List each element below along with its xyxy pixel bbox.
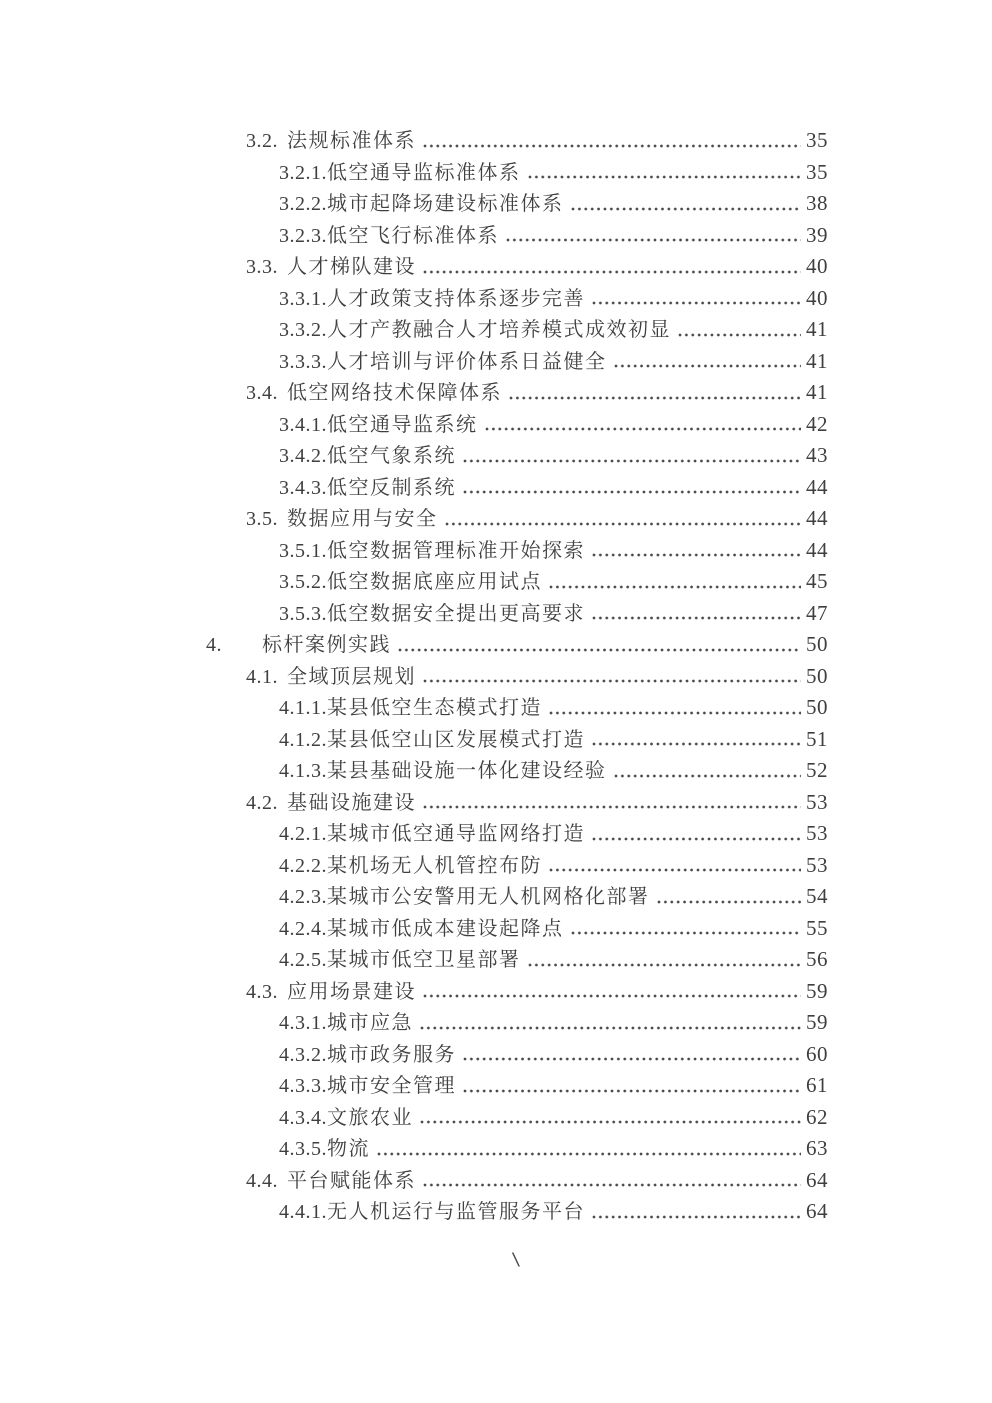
dot-leader [571, 206, 802, 212]
toc-entry-page-number: 44 [806, 474, 828, 499]
toc-entry-number: 4. [206, 634, 222, 656]
toc-entry[interactable] [206, 1164, 828, 1196]
toc-entry[interactable] [206, 282, 828, 314]
toc-entry-title: 低空飞行标准体系 [327, 224, 499, 247]
toc-entry[interactable] [206, 597, 828, 629]
toc-entry-page-number: 40 [806, 254, 828, 278]
dot-leader [509, 395, 801, 401]
dot-leader [657, 899, 802, 905]
dot-leader [485, 426, 802, 432]
toc-entry-number: 3.2.3. [279, 224, 327, 247]
toc-entry-title: 文旅农业 [327, 1106, 413, 1129]
toc-entry-title: 某城市低成本建设起降点 [327, 917, 564, 940]
toc-entry-number: 4.3.3. [279, 1075, 327, 1097]
toc-entry-title: 人才政策支持体系逐步完善 [327, 287, 585, 310]
toc-entry-page-number: 35 [806, 159, 828, 184]
toc-entry[interactable] [206, 376, 828, 408]
toc-entry-title: 某县低空生态模式打造 [327, 697, 542, 719]
toc-entry[interactable] [206, 943, 828, 975]
toc-entry-number: 4.2.5. [279, 949, 327, 971]
toc-entry[interactable] [206, 1132, 828, 1164]
toc-entry-title: 低空通导监系统 [327, 413, 478, 436]
toc-entry-title: 人才梯队建设 [287, 256, 416, 278]
toc-entry[interactable] [206, 534, 828, 566]
toc-entry-number: 4.2. [246, 791, 278, 814]
toc-entry-title: 低空通导监标准体系 [327, 161, 521, 184]
toc-entry-page-number: 41 [806, 317, 828, 341]
toc-entry-number: 3.5.2. [279, 571, 327, 593]
dot-leader [445, 521, 802, 527]
toc-entry[interactable] [206, 1195, 828, 1227]
dot-leader [506, 237, 801, 243]
dot-leader [592, 552, 801, 558]
toc-entry[interactable] [206, 408, 828, 440]
dot-leader [423, 804, 801, 810]
dot-leader [377, 1151, 801, 1157]
toc-entry-number: 4.3.2. [279, 1043, 327, 1066]
toc-entry-title: 数据应用与安全 [287, 508, 438, 530]
toc-entry-page-number: 53 [806, 852, 828, 877]
dot-leader [463, 489, 801, 495]
dot-leader [423, 1182, 801, 1188]
toc-entry-number: 3.3.2. [279, 319, 327, 341]
dot-leader [420, 1119, 801, 1125]
dot-leader [463, 1088, 801, 1094]
toc-entry-page-number: 39 [806, 222, 828, 247]
toc-entry-number: 3.4. [246, 382, 278, 404]
toc-entry[interactable] [206, 880, 828, 912]
toc-entry-title: 人才培训与评价体系日益健全 [327, 350, 607, 373]
toc-entry-number: 3.3. [246, 256, 278, 278]
page-footer-mark: \ [511, 1250, 522, 1270]
toc-entry-number: 4.3.1. [279, 1012, 327, 1034]
toc-entry-page-number: 38 [806, 191, 828, 215]
toc-entry-title: 无人机运行与监管服务平台 [327, 1201, 585, 1223]
dot-leader [423, 143, 801, 149]
toc-entry[interactable] [206, 219, 828, 251]
dot-leader [549, 710, 801, 716]
toc-entry-title: 全域顶层规划 [287, 665, 416, 688]
toc-entry[interactable] [206, 660, 828, 692]
dot-leader [592, 615, 801, 621]
toc-entry[interactable] [206, 313, 828, 345]
toc-entry-page-number: 50 [806, 632, 828, 656]
toc-entry-number: 4.2.4. [279, 917, 327, 940]
toc-entry[interactable] [206, 1006, 828, 1038]
dot-leader [463, 458, 801, 464]
toc-entry-number: 4.4.1. [279, 1201, 327, 1223]
toc-entry-title: 某城市低空通导监网络打造 [327, 823, 585, 845]
toc-entry-number: 3.3.1. [279, 287, 327, 310]
toc-entry-title: 城市应急 [327, 1012, 413, 1034]
toc-entry-number: 4.3. [246, 980, 278, 1003]
toc-entry-page-number: 51 [806, 726, 828, 751]
toc-entry-page-number: 59 [806, 978, 828, 1003]
toc-entry-title: 某城市公安警用无人机网格化部署 [327, 886, 650, 908]
dot-leader [423, 269, 801, 275]
toc-entry[interactable] [206, 628, 828, 660]
toc-entry-title: 城市起降场建设标准体系 [327, 193, 564, 215]
toc-entry-title: 城市安全管理 [327, 1075, 456, 1097]
toc-entry-number: 4.3.5. [279, 1138, 327, 1160]
toc-entry-number: 4.2.2. [279, 854, 327, 877]
dot-leader [528, 174, 802, 180]
dot-leader [592, 741, 801, 747]
toc-entry-page-number: 43 [806, 443, 828, 467]
toc-entry-page-number: 54 [806, 884, 828, 908]
toc-entry-number: 3.4.1. [279, 413, 327, 436]
toc-entry[interactable] [206, 1038, 828, 1070]
toc-entry[interactable] [206, 817, 828, 849]
toc-entry-title: 人才产教融合人才培养模式成效初显 [327, 319, 671, 341]
toc-entry-title: 平台赋能体系 [287, 1169, 416, 1192]
toc-entry-number: 4.1. [246, 665, 278, 688]
toc-entry[interactable] [206, 786, 828, 818]
toc-entry-number: 3.4.3. [279, 476, 327, 499]
dot-leader [549, 584, 801, 590]
toc-entry-page-number: 50 [806, 663, 828, 688]
toc-entry[interactable] [206, 565, 828, 597]
toc-entry-title: 某县低空山区发展模式打造 [327, 728, 585, 751]
toc-entry-page-number: 55 [806, 915, 828, 940]
toc-entry-title: 低空气象系统 [327, 445, 456, 467]
toc-entry[interactable] [206, 156, 828, 188]
toc-entry[interactable] [206, 502, 828, 534]
toc-entry-title: 应用场景建设 [287, 980, 416, 1003]
dot-leader [423, 678, 801, 684]
toc-entry-title: 低空数据底座应用试点 [327, 571, 542, 593]
toc-entry-page-number: 42 [806, 411, 828, 436]
toc-entry[interactable] [206, 849, 828, 881]
toc-entry-number: 4.4. [246, 1169, 278, 1192]
toc-entry[interactable] [206, 124, 828, 156]
dot-leader [398, 647, 801, 653]
toc-entry-number: 4.1.2. [279, 728, 327, 751]
dot-leader [528, 962, 802, 968]
toc-entry-page-number: 53 [806, 789, 828, 814]
toc-entry-number: 3.5.1. [279, 539, 327, 562]
dot-leader [592, 300, 801, 306]
toc-entry[interactable] [206, 912, 828, 944]
toc-entry-page-number: 44 [806, 506, 828, 530]
dot-leader [678, 332, 801, 338]
table-of-contents [206, 124, 828, 1227]
dot-leader [463, 1056, 801, 1062]
toc-entry-title: 低空数据安全提出更高要求 [327, 602, 585, 625]
toc-entry-page-number: 50 [806, 695, 828, 719]
toc-entry[interactable] [206, 1101, 828, 1133]
toc-entry[interactable] [206, 691, 828, 723]
toc-entry-title: 某城市低空卫星部署 [327, 949, 521, 971]
toc-entry[interactable] [206, 975, 828, 1007]
toc-entry-number: 3.3.3. [279, 350, 327, 373]
toc-entry-title: 物流 [327, 1138, 370, 1160]
toc-entry-number: 4.2.3. [279, 886, 327, 908]
toc-entry-page-number: 56 [806, 947, 828, 971]
toc-entry-page-number: 53 [806, 821, 828, 845]
toc-entry-number: 3.4.2. [279, 445, 327, 467]
dot-leader [614, 773, 802, 779]
dot-leader [592, 836, 801, 842]
dot-leader [571, 930, 802, 936]
toc-entry-page-number: 47 [806, 600, 828, 625]
dot-leader [549, 867, 801, 873]
toc-entry[interactable] [206, 250, 828, 282]
toc-entry-title: 标杆案例实践 [262, 634, 391, 656]
dot-leader [592, 1214, 801, 1220]
toc-entry-page-number: 60 [806, 1041, 828, 1066]
toc-entry[interactable] [206, 1069, 828, 1101]
toc-entry-number: 3.2.1. [279, 161, 327, 184]
toc-entry-page-number: 52 [806, 758, 828, 782]
toc-entry-number: 3.2. [246, 130, 278, 152]
toc-entry-page-number: 61 [806, 1073, 828, 1097]
toc-entry[interactable] [206, 723, 828, 755]
toc-entry-page-number: 40 [806, 285, 828, 310]
toc-entry-page-number: 45 [806, 569, 828, 593]
toc-entry-page-number: 62 [806, 1104, 828, 1129]
toc-entry[interactable] [206, 345, 828, 377]
toc-entry[interactable] [206, 754, 828, 786]
toc-entry-title: 基础设施建设 [287, 791, 416, 814]
toc-entry-page-number: 41 [806, 380, 828, 404]
toc-entry-number: 3.5.3. [279, 602, 327, 625]
toc-entry-page-number: 35 [806, 128, 828, 152]
toc-entry-title: 低空网络技术保障体系 [287, 382, 502, 404]
toc-entry-page-number: 63 [806, 1136, 828, 1160]
toc-entry[interactable] [206, 439, 828, 471]
toc-entry-title: 法规标准体系 [287, 130, 416, 152]
toc-entry-number: 3.5. [246, 508, 278, 530]
toc-entry-page-number: 64 [806, 1199, 828, 1223]
toc-entry-page-number: 59 [806, 1010, 828, 1034]
toc-entry-page-number: 41 [806, 348, 828, 373]
toc-entry-title: 某县基础设施一体化建设经验 [327, 760, 607, 782]
toc-entry-title: 低空反制系统 [327, 476, 456, 499]
dot-leader [420, 1025, 801, 1031]
toc-entry[interactable] [206, 187, 828, 219]
toc-entry-number: 3.2.2. [279, 193, 327, 215]
toc-entry-number: 4.1.1. [279, 697, 327, 719]
toc-entry[interactable] [206, 471, 828, 503]
toc-entry-title: 低空数据管理标准开始探索 [327, 539, 585, 562]
toc-entry-page-number: 64 [806, 1167, 828, 1192]
toc-entry-title: 城市政务服务 [327, 1043, 456, 1066]
toc-entry-page-number: 44 [806, 537, 828, 562]
toc-entry-number: 4.2.1. [279, 823, 327, 845]
toc-entry-title: 某机场无人机管控布防 [327, 854, 542, 877]
dot-leader [423, 993, 801, 999]
toc-entry-number: 4.3.4. [279, 1106, 327, 1129]
dot-leader [614, 363, 802, 369]
toc-entry-number: 4.1.3. [279, 760, 327, 782]
